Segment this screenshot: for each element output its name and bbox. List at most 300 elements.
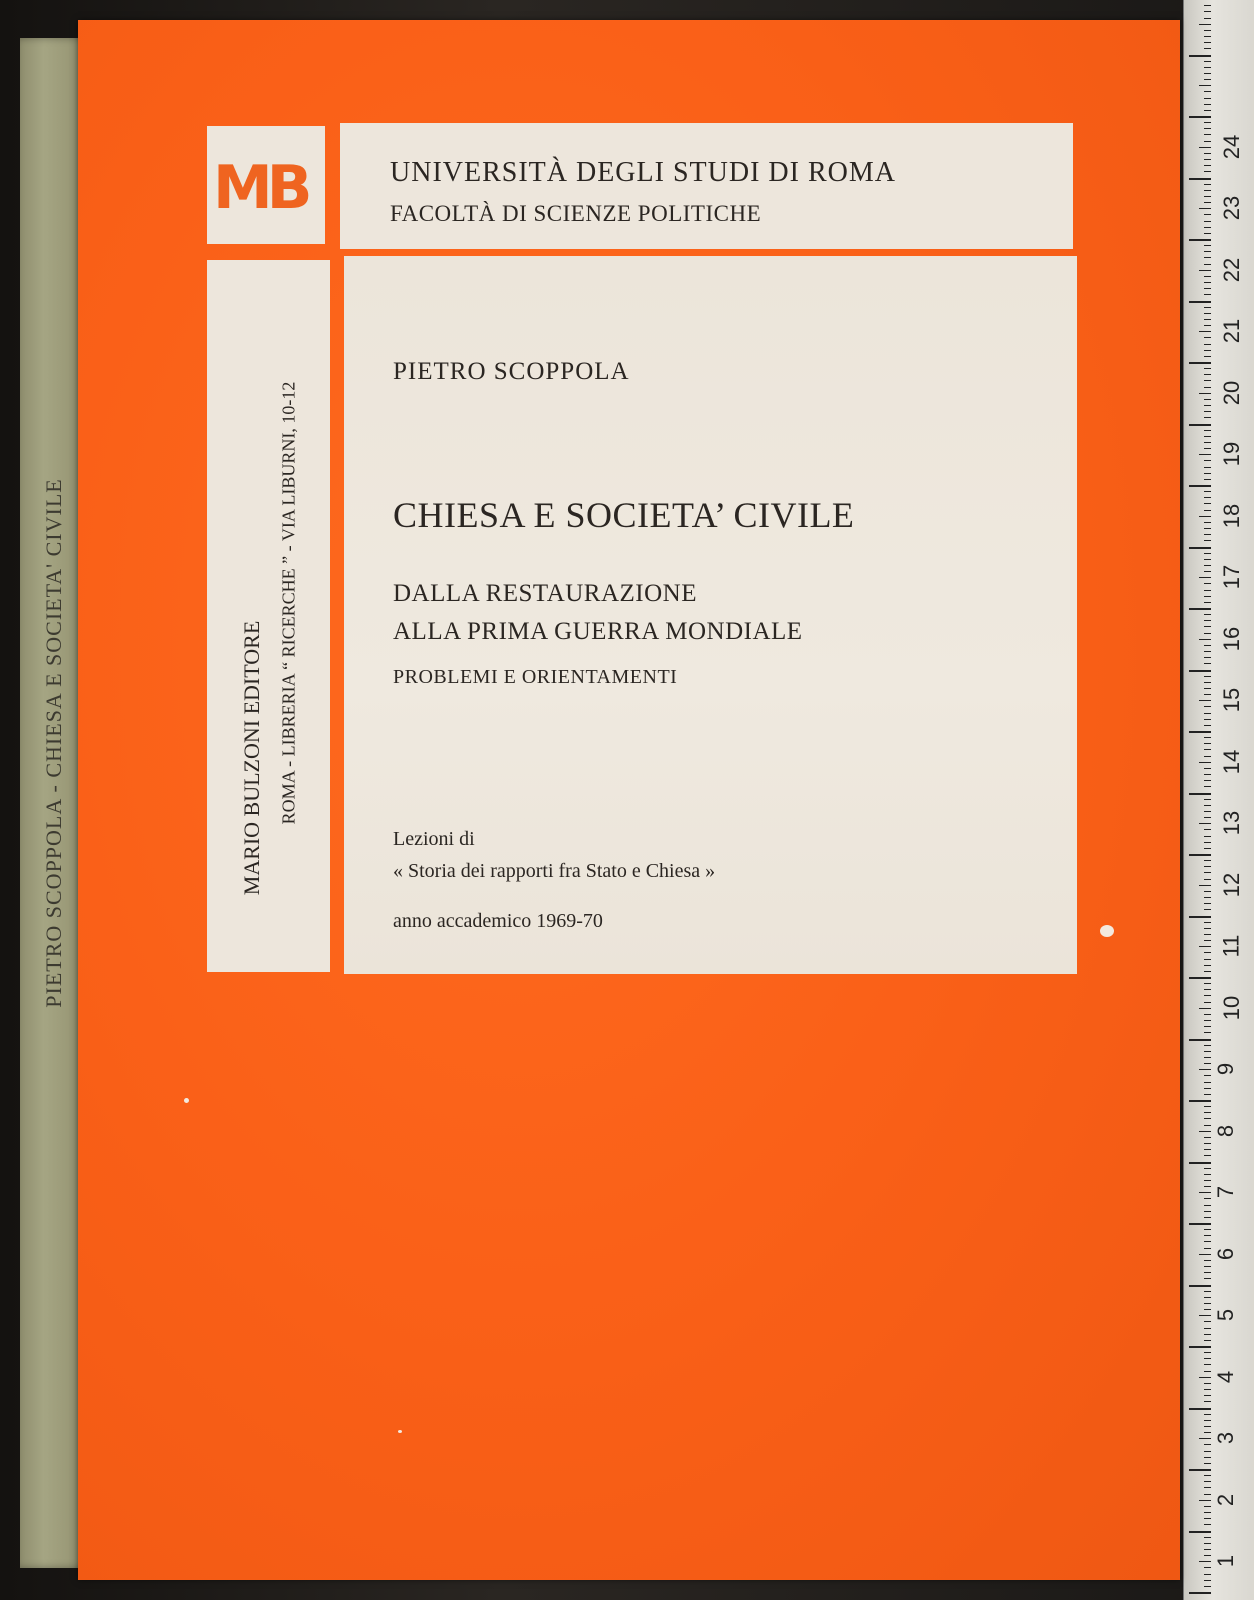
ruler-tick: [1199, 516, 1211, 517]
ruler-tick: [1204, 633, 1211, 634]
ruler-tick: [1199, 85, 1211, 86]
ruler-tick: [1204, 1512, 1211, 1513]
ruler-tick: [1204, 1137, 1211, 1138]
ruler-tick: [1199, 1377, 1211, 1378]
ruler-tick: [1204, 1389, 1211, 1390]
ruler-tick: [1189, 1285, 1211, 1287]
ruler-tick: [1204, 42, 1211, 43]
ruler-tick: [1204, 1457, 1211, 1458]
ruler-tick: [1204, 928, 1211, 929]
ruler-tick: [1204, 860, 1211, 861]
ruler-tick: [1204, 171, 1211, 172]
ruler-tick: [1199, 1192, 1211, 1193]
ruler-tick: [1204, 1002, 1211, 1003]
ruler-tick: [1199, 1500, 1211, 1501]
spine-title: PIETRO SCOPPOLA - CHIESA E SOCIETA' CIVILE: [41, 478, 66, 1008]
subtitle-line-3: PROBLEMI E ORIENTAMENTI: [393, 666, 678, 688]
ruler-tick: [1204, 1260, 1211, 1261]
subtitle-line-2: ALLA PRIMA GUERRA MONDIALE: [393, 618, 803, 645]
ruler-tick: [1204, 940, 1211, 941]
ruler-tick: [1204, 325, 1211, 326]
ruler-tick: [1204, 1211, 1211, 1212]
ruler-tick: [1204, 79, 1211, 80]
university-panel: [340, 123, 1073, 249]
paper-damage-spot: [1100, 925, 1114, 937]
ruler-tick: [1199, 1438, 1211, 1439]
ruler-tick: [1204, 1358, 1211, 1359]
ruler-tick: [1204, 1020, 1211, 1021]
ruler-tick: [1204, 743, 1211, 744]
ruler-tick: [1204, 1444, 1211, 1445]
ruler-tick: [1204, 1432, 1211, 1433]
ruler-tick: [1204, 1303, 1211, 1304]
ruler-tick: [1204, 128, 1211, 129]
ruler-number: 5: [1213, 1309, 1239, 1322]
ruler-number: 7: [1213, 1186, 1239, 1199]
ruler-number: 21: [1219, 319, 1245, 344]
ruler-tick: [1204, 559, 1211, 560]
ruler-tick: [1204, 737, 1211, 738]
ruler-tick: [1204, 436, 1211, 437]
ruler-tick: [1204, 257, 1211, 258]
ruler-tick: [1204, 337, 1211, 338]
ruler-tick: [1204, 1340, 1211, 1341]
ruler-tick: [1199, 639, 1211, 640]
ruler-tick: [1204, 1463, 1211, 1464]
ruler-tick: [1204, 713, 1211, 714]
ruler-tick: [1204, 891, 1211, 892]
ruler-tick: [1204, 159, 1211, 160]
ruler-tick: [1204, 1364, 1211, 1365]
ruler-tick: [1204, 995, 1211, 996]
ruler-tick: [1189, 1100, 1211, 1102]
ruler-tick: [1204, 1475, 1211, 1476]
ruler-tick: [1199, 946, 1211, 947]
ruler-tick: [1204, 110, 1211, 111]
ruler-number: 15: [1219, 688, 1245, 713]
ruler-tick: [1204, 1266, 1211, 1267]
ruler-tick: [1204, 1082, 1211, 1083]
ruler-number: 17: [1219, 565, 1245, 590]
ruler-tick: [1204, 214, 1211, 215]
ruler-tick: [1204, 122, 1211, 123]
ruler-tick: [1204, 141, 1211, 142]
ruler-tick: [1204, 1075, 1211, 1076]
title-panel: [344, 256, 1077, 974]
ruler-tick: [1204, 749, 1211, 750]
ruler-tick: [1204, 313, 1211, 314]
ruler-tick: [1204, 1580, 1211, 1581]
ruler-tick: [1204, 294, 1211, 295]
ruler-tick: [1204, 264, 1211, 265]
measuring-ruler: [1183, 0, 1254, 1600]
ruler-tick: [1204, 1118, 1211, 1119]
ruler-tick: [1204, 442, 1211, 443]
ruler-tick: [1204, 460, 1211, 461]
ruler-tick: [1204, 374, 1211, 375]
ruler-tick: [1189, 1531, 1211, 1533]
ruler-tick: [1199, 1254, 1211, 1255]
university-name: UNIVERSITÀ DEGLI STUDI DI ROMA: [390, 157, 896, 188]
ruler-number: 14: [1219, 749, 1245, 774]
ruler-tick: [1204, 602, 1211, 603]
ruler-tick: [1204, 288, 1211, 289]
ruler-tick: [1204, 18, 1211, 19]
ruler-tick: [1204, 829, 1211, 830]
ruler-tick: [1189, 547, 1211, 549]
ruler-number: 12: [1219, 872, 1245, 897]
ruler-tick: [1204, 909, 1211, 910]
ruler-tick: [1204, 344, 1211, 345]
ruler-tick: [1204, 5, 1211, 6]
lectures-course: « Storia dei rapporti fra Stato e Chiesa »: [393, 860, 716, 882]
ruler-number: 13: [1219, 811, 1245, 836]
ruler-tick: [1204, 596, 1211, 597]
ruler-tick: [1204, 780, 1211, 781]
ruler-tick: [1199, 885, 1211, 886]
ruler-tick: [1204, 952, 1211, 953]
ruler-tick: [1204, 1186, 1211, 1187]
ruler-tick: [1204, 67, 1211, 68]
ruler-tick: [1204, 497, 1211, 498]
ruler-tick: [1204, 768, 1211, 769]
ruler-tick: [1189, 854, 1211, 856]
ruler-tick: [1204, 1567, 1211, 1568]
ruler-tick: [1204, 540, 1211, 541]
ruler-tick: [1204, 1112, 1211, 1113]
ruler-tick: [1204, 399, 1211, 400]
book-cover: [78, 20, 1180, 1580]
ruler-tick: [1204, 1297, 1211, 1298]
ruler-number: 18: [1219, 503, 1245, 528]
ruler-tick: [1204, 73, 1211, 74]
ruler-tick: [1204, 799, 1211, 800]
ruler-tick: [1189, 1592, 1211, 1594]
ruler-tick: [1204, 1094, 1211, 1095]
ruler-tick: [1204, 430, 1211, 431]
publisher-address: ROMA - LIBRERIA “ RICERCHE ” - VIA LIBURNI, 10-12: [278, 381, 299, 825]
ruler-tick: [1189, 485, 1211, 487]
ruler-tick: [1204, 1235, 1211, 1236]
ruler-tick: [1204, 583, 1211, 584]
ruler-tick: [1199, 331, 1211, 332]
ruler-tick: [1204, 817, 1211, 818]
ruler-tick: [1189, 239, 1211, 241]
ruler-tick: [1204, 251, 1211, 252]
ruler-tick: [1204, 866, 1211, 867]
ruler-tick: [1204, 1574, 1211, 1575]
ruler-tick: [1204, 98, 1211, 99]
ruler-tick: [1204, 196, 1211, 197]
ruler-tick: [1204, 153, 1211, 154]
ruler-tick: [1204, 1088, 1211, 1089]
ruler-tick: [1199, 393, 1211, 394]
ruler-number: 23: [1219, 196, 1245, 221]
ruler-number: 9: [1213, 1063, 1239, 1076]
ruler-tick: [1199, 147, 1211, 148]
ruler-tick: [1204, 1229, 1211, 1230]
ruler-number: 6: [1213, 1247, 1239, 1260]
paper-speck: [184, 1098, 189, 1103]
book-title: CHIESA E SOCIETA’ CIVILE: [393, 495, 855, 535]
ruler-tick: [1204, 1555, 1211, 1556]
ruler-tick: [1204, 811, 1211, 812]
ruler-tick: [1189, 362, 1211, 364]
ruler-tick: [1204, 473, 1211, 474]
ruler-tick: [1189, 424, 1211, 426]
paper-speck: [398, 1430, 402, 1433]
ruler-tick: [1204, 134, 1211, 135]
ruler-number: 16: [1219, 626, 1245, 651]
ruler-tick: [1204, 104, 1211, 105]
ruler-tick: [1204, 1026, 1211, 1027]
ruler-tick: [1189, 670, 1211, 672]
ruler-tick: [1204, 1205, 1211, 1206]
ruler-tick: [1204, 626, 1211, 627]
ruler-tick: [1204, 405, 1211, 406]
ruler-tick: [1204, 282, 1211, 283]
subtitle-line-1: DALLA RESTAURAZIONE: [393, 580, 698, 607]
ruler-tick: [1204, 676, 1211, 677]
ruler-tick: [1204, 959, 1211, 960]
ruler-tick: [1189, 1346, 1211, 1348]
ruler-tick: [1204, 510, 1211, 511]
ruler-tick: [1204, 1586, 1211, 1587]
ruler-tick: [1204, 663, 1211, 664]
ruler-tick: [1204, 30, 1211, 31]
ruler-tick: [1204, 479, 1211, 480]
ruler-number: 4: [1213, 1370, 1239, 1383]
faculty-name: FACOLTÀ DI SCIENZE POLITICHE: [390, 201, 762, 226]
ruler-tick: [1204, 1328, 1211, 1329]
ruler-tick: [1204, 387, 1211, 388]
ruler-tick: [1199, 1561, 1211, 1562]
ruler-tick: [1204, 657, 1211, 658]
ruler-number: 24: [1219, 134, 1245, 159]
ruler-tick: [1204, 1401, 1211, 1402]
ruler-tick: [1189, 1039, 1211, 1041]
ruler-number: 1: [1213, 1555, 1239, 1568]
ruler-tick: [1204, 590, 1211, 591]
ruler-tick: [1189, 55, 1211, 57]
publisher-name: MARIO BULZONI EDITORE: [239, 620, 264, 896]
ruler-tick: [1204, 1198, 1211, 1199]
ruler-tick: [1204, 1051, 1211, 1052]
ruler-number: 2: [1213, 1493, 1239, 1506]
ruler-tick: [1204, 694, 1211, 695]
ruler-tick: [1204, 1291, 1211, 1292]
ruler-tick: [1204, 184, 1211, 185]
ruler-tick: [1204, 1481, 1211, 1482]
ruler-tick: [1204, 805, 1211, 806]
ruler-tick: [1204, 528, 1211, 529]
ruler-tick: [1199, 1131, 1211, 1132]
ruler-number: 8: [1213, 1124, 1239, 1137]
ruler-tick: [1204, 706, 1211, 707]
ruler-tick: [1189, 1162, 1211, 1164]
ruler-tick: [1204, 245, 1211, 246]
ruler-number: 11: [1218, 934, 1244, 958]
ruler-tick: [1199, 24, 1211, 25]
ruler-tick: [1199, 577, 1211, 578]
ruler-tick: [1199, 762, 1211, 763]
ruler-tick: [1204, 1414, 1211, 1415]
ruler-tick: [1204, 836, 1211, 837]
ruler-tick: [1204, 350, 1211, 351]
ruler-tick: [1204, 1395, 1211, 1396]
ruler-tick: [1204, 1045, 1211, 1046]
ruler-tick: [1199, 1069, 1211, 1070]
ruler-tick: [1204, 1383, 1211, 1384]
ruler-tick: [1199, 208, 1211, 209]
ruler-tick: [1204, 565, 1211, 566]
ruler-tick: [1204, 848, 1211, 849]
ruler-tick: [1199, 700, 1211, 701]
ruler-tick: [1204, 165, 1211, 166]
ruler-tick: [1204, 1426, 1211, 1427]
publisher-logo-icon: MB: [213, 153, 307, 223]
academic-year: anno accademico 1969-70: [393, 910, 603, 932]
ruler-tick: [1204, 897, 1211, 898]
ruler-tick: [1204, 467, 1211, 468]
ruler-number: 22: [1219, 257, 1245, 282]
ruler-tick: [1189, 301, 1211, 303]
ruler-tick: [1204, 934, 1211, 935]
ruler-tick: [1204, 307, 1211, 308]
publisher-panel: [207, 260, 330, 972]
ruler-tick: [1204, 1057, 1211, 1058]
ruler-tick: [1204, 682, 1211, 683]
ruler-tick: [1204, 1309, 1211, 1310]
ruler-tick: [1204, 774, 1211, 775]
ruler-tick: [1204, 879, 1211, 880]
ruler-tick: [1204, 1494, 1211, 1495]
ruler-tick: [1204, 1174, 1211, 1175]
ruler-tick: [1189, 116, 1211, 118]
ruler-tick: [1189, 731, 1211, 733]
ruler-tick: [1189, 1408, 1211, 1410]
ruler-tick: [1204, 276, 1211, 277]
ruler-tick: [1204, 356, 1211, 357]
ruler-tick: [1204, 1420, 1211, 1421]
lectures-intro: Lezioni di: [393, 828, 475, 850]
ruler-tick: [1204, 1168, 1211, 1169]
ruler-tick: [1204, 1371, 1211, 1372]
ruler-tick: [1204, 233, 1211, 234]
ruler-tick: [1204, 36, 1211, 37]
ruler-tick: [1204, 1487, 1211, 1488]
ruler-tick: [1204, 1149, 1211, 1150]
ruler-tick: [1204, 571, 1211, 572]
ruler-tick: [1204, 645, 1211, 646]
ruler-tick: [1204, 417, 1211, 418]
ruler-tick: [1204, 522, 1211, 523]
ruler-tick: [1204, 1451, 1211, 1452]
ruler-tick: [1204, 48, 1211, 49]
ruler-tick: [1204, 1143, 1211, 1144]
ruler-tick: [1204, 614, 1211, 615]
ruler-tick: [1204, 1506, 1211, 1507]
ruler-tick: [1204, 411, 1211, 412]
ruler-tick: [1204, 1063, 1211, 1064]
ruler-tick: [1204, 1014, 1211, 1015]
ruler-tick: [1204, 91, 1211, 92]
ruler-tick: [1204, 380, 1211, 381]
ruler-tick: [1204, 1524, 1211, 1525]
ruler-tick: [1204, 971, 1211, 972]
ruler-number: 20: [1219, 380, 1245, 405]
ruler-tick: [1204, 553, 1211, 554]
ruler-tick: [1204, 1549, 1211, 1550]
ruler-tick: [1204, 965, 1211, 966]
ruler-tick: [1204, 1537, 1211, 1538]
ruler-tick: [1204, 1125, 1211, 1126]
ruler-tick: [1204, 620, 1211, 621]
ruler-tick: [1204, 1352, 1211, 1353]
ruler-tick: [1189, 1469, 1211, 1471]
ruler-tick: [1199, 1315, 1211, 1316]
ruler-tick: [1204, 688, 1211, 689]
ruler-number: 3: [1213, 1432, 1239, 1445]
logo-panel: [207, 126, 325, 244]
ruler-tick: [1204, 368, 1211, 369]
ruler-tick: [1189, 916, 1211, 918]
ruler-tick: [1199, 454, 1211, 455]
ruler-tick: [1204, 61, 1211, 62]
ruler-tick: [1204, 651, 1211, 652]
ruler-tick: [1204, 1241, 1211, 1242]
ruler-tick: [1204, 1106, 1211, 1107]
ruler-tick: [1204, 1543, 1211, 1544]
ruler-tick: [1189, 793, 1211, 795]
ruler-tick: [1189, 1223, 1211, 1225]
ruler-tick: [1204, 534, 1211, 535]
ruler-tick: [1204, 1155, 1211, 1156]
ruler-tick: [1204, 1217, 1211, 1218]
ruler-tick: [1199, 270, 1211, 271]
ruler-tick: [1204, 1248, 1211, 1249]
ruler-tick: [1199, 823, 1211, 824]
ruler-tick: [1204, 319, 1211, 320]
ruler-tick: [1204, 503, 1211, 504]
ruler-tick: [1204, 491, 1211, 492]
ruler-tick: [1204, 1180, 1211, 1181]
ruler-tick: [1204, 1278, 1211, 1279]
ruler-tick: [1204, 786, 1211, 787]
ruler-tick: [1204, 872, 1211, 873]
ruler-tick: [1189, 977, 1211, 979]
ruler-tick: [1204, 227, 1211, 228]
ruler-tick: [1204, 1321, 1211, 1322]
ruler-tick: [1204, 725, 1211, 726]
author-name: PIETRO SCOPPOLA: [393, 358, 630, 385]
ruler-tick: [1204, 903, 1211, 904]
ruler-tick: [1189, 608, 1211, 610]
ruler-tick: [1204, 221, 1211, 222]
ruler-tick: [1204, 202, 1211, 203]
ruler-tick: [1204, 190, 1211, 191]
ruler-tick: [1204, 1334, 1211, 1335]
ruler-number: 10: [1219, 995, 1245, 1020]
ruler-tick: [1204, 719, 1211, 720]
ruler-tick: [1204, 922, 1211, 923]
ruler-tick: [1199, 1008, 1211, 1009]
ruler-tick: [1189, 178, 1211, 180]
ruler-tick: [1204, 11, 1211, 12]
ruler-tick: [1204, 448, 1211, 449]
ruler-tick: [1204, 1032, 1211, 1033]
ruler-number: 19: [1219, 442, 1245, 467]
